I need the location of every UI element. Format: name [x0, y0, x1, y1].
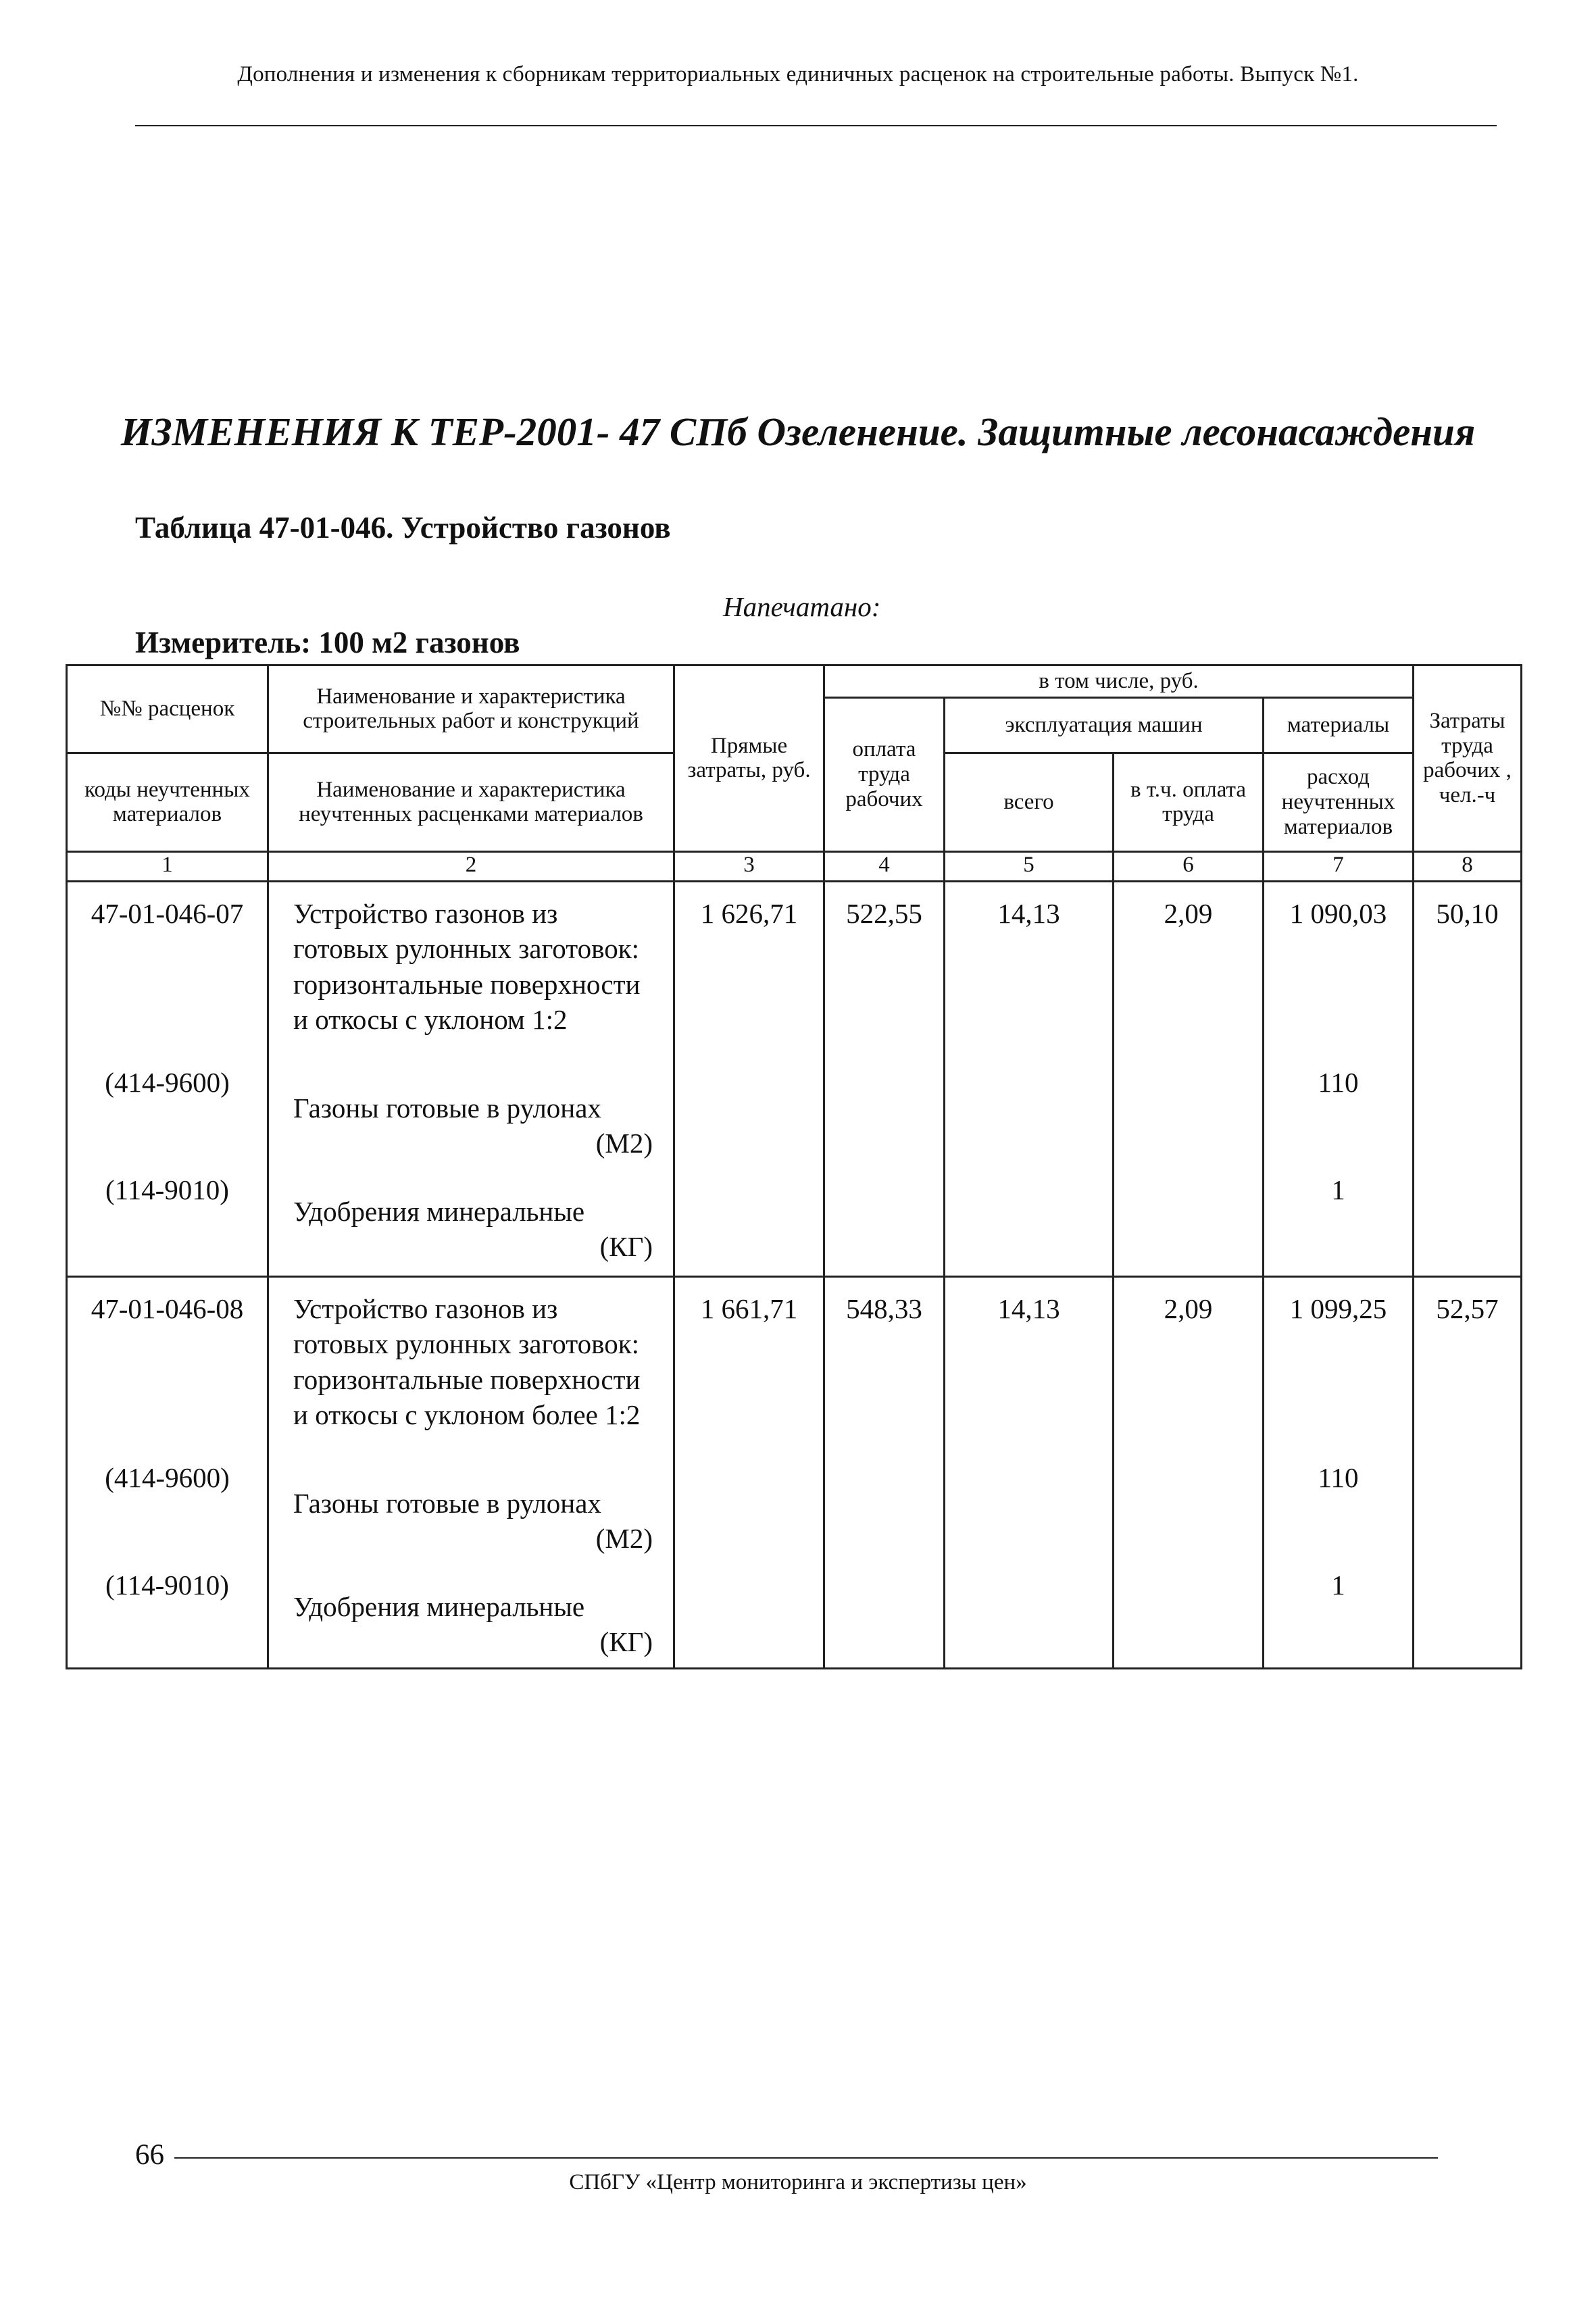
material-unit: (КГ) [599, 1231, 653, 1263]
running-header: Дополнения и изменения к сборникам территориальных единичных расценок на строительные работы. Выпуск №1. [237, 62, 1359, 86]
machines-total: 14,13 [945, 881, 1114, 1276]
header-rule [135, 125, 1497, 126]
header-machines-total: всего [945, 753, 1114, 851]
header-materials-use: расход неучтенных материалов [1264, 753, 1414, 851]
header-machines-wages: в т.ч. оплата труда [1114, 753, 1264, 851]
labor-hours: 50,10 [1414, 881, 1522, 1276]
measure-unit: Измеритель: 100 м2 газонов [135, 626, 520, 659]
column-number: 6 [1114, 851, 1264, 881]
rate-description-cell [268, 881, 674, 1276]
direct-costs: 1 661,71 [674, 1276, 824, 1668]
rate-description: Устройство газонов из готовых рулонных заготовок: горизонтальные поверхности и откосы с уклоном 1:2 [293, 897, 641, 1036]
rate-code: 47-01-046-07 [91, 897, 244, 929]
header-direct-costs: Прямые затраты, руб. [674, 665, 824, 852]
material-qty: 1 [1331, 1174, 1345, 1205]
material-name: Удобрения минеральные [293, 1195, 585, 1227]
table-caption: Таблица 47-01-046. Устройство газонов [135, 511, 671, 545]
material-code: (414-9600) [105, 1462, 230, 1494]
header-rate-number: №№ расценок [67, 665, 268, 753]
materials-cell [1264, 1276, 1414, 1668]
column-number: 5 [945, 851, 1114, 881]
rate-code: 47-01-046-08 [91, 1292, 244, 1324]
materials-cost: 1 090,03 [1289, 897, 1387, 929]
header-material-code: коды неучтенных материалов [67, 753, 268, 851]
header-materials: материалы [1264, 697, 1414, 753]
material-code: (114-9010) [105, 1569, 229, 1601]
materials-cell [1264, 881, 1414, 1276]
column-number: 2 [268, 851, 674, 881]
footer-rule [174, 2157, 1438, 2159]
rate-description-cell [268, 1276, 674, 1668]
column-number: 4 [824, 851, 945, 881]
printed-note: Напечатано: [723, 591, 881, 622]
column-number: 8 [1414, 851, 1522, 881]
table-row [67, 1276, 1522, 1668]
table-row [67, 881, 1522, 1276]
rates-table [66, 664, 1522, 1669]
rate-code-cell [67, 1276, 268, 1668]
material-qty: 110 [1318, 1067, 1359, 1099]
header-labor: Затраты труда рабочих , чел.-ч [1414, 665, 1522, 852]
rate-description: Устройство газонов из готовых рулонных заготовок: горизонтальные поверхности и откосы с уклоном более 1:2 [293, 1292, 641, 1431]
material-code: (414-9600) [105, 1067, 230, 1099]
material-name: Удобрения минеральные [293, 1590, 585, 1622]
materials-cost: 1 099,25 [1289, 1292, 1387, 1324]
page-number: 66 [135, 2139, 164, 2171]
header-machines: эксплуатация машин [945, 697, 1264, 753]
column-number: 1 [67, 851, 268, 881]
material-unit: (М2) [595, 1128, 653, 1159]
material-qty: 1 [1331, 1569, 1345, 1601]
wages: 548,33 [824, 1276, 945, 1668]
material-code: (114-9010) [105, 1174, 229, 1205]
material-qty: 110 [1318, 1462, 1359, 1494]
material-unit: (М2) [595, 1523, 653, 1555]
header-including: в том числе, руб. [824, 665, 1414, 698]
material-name: Газоны готовые в рулонах [293, 1487, 601, 1519]
wages: 522,55 [824, 881, 945, 1276]
direct-costs: 1 626,71 [674, 881, 824, 1276]
column-number: 7 [1264, 851, 1414, 881]
rate-code-cell [67, 881, 268, 1276]
machines-wages: 2,09 [1114, 1276, 1264, 1668]
labor-hours: 52,57 [1414, 1276, 1522, 1668]
header-work-name: Наименование и характеристика строительных работ и конструкций [268, 665, 674, 753]
footer-organization: СПбГУ «Центр мониторинга и экспертизы цен» [569, 2170, 1027, 2194]
header-material-name: Наименование и характеристика неучтенных расценками материалов [268, 753, 674, 851]
machines-total: 14,13 [945, 1276, 1114, 1668]
machines-wages: 2,09 [1114, 881, 1264, 1276]
material-name: Газоны готовые в рулонах [293, 1092, 601, 1124]
material-unit: (КГ) [599, 1626, 653, 1658]
header-wages: оплата труда рабочих [824, 697, 945, 851]
document-title: ИЗМЕНЕНИЯ К ТЕР-2001- 47 СПб Озеленение. Защитные лесонасаждения [120, 409, 1476, 454]
column-number: 3 [674, 851, 824, 881]
